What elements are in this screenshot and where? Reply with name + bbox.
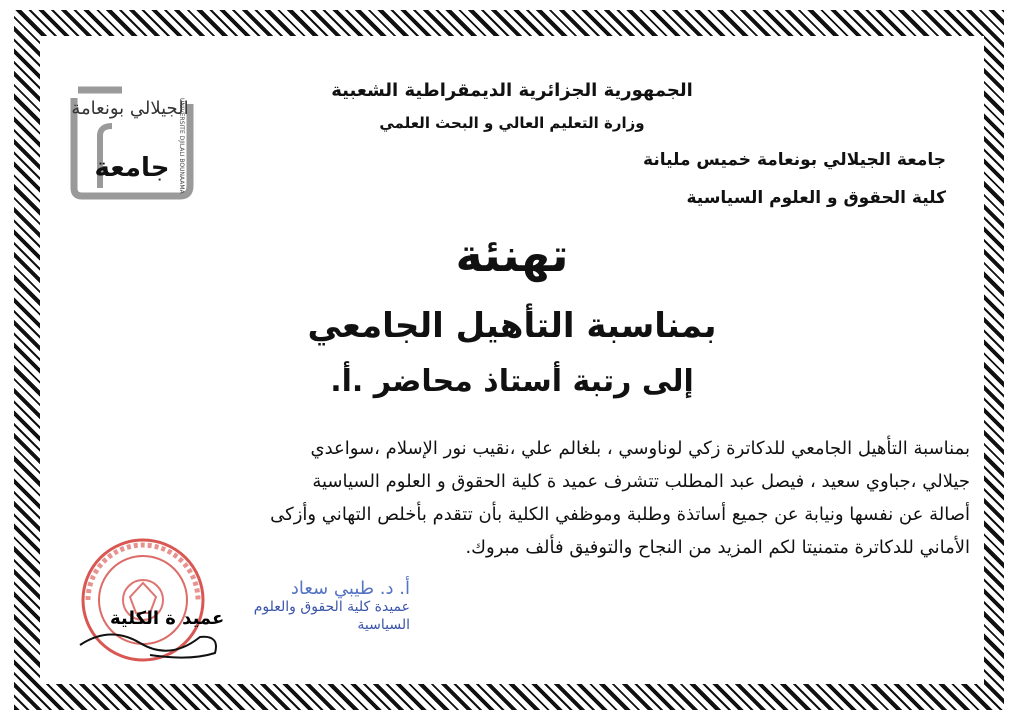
- paragraph-line: الأماني للدكاترة متمنيتا لكم المزيد من النجاح والتوفيق فألف مبروك.: [465, 537, 970, 558]
- paragraph-line: جيلالي ،جباوي سعيد ، فيصل عبد المطلب تتشرف عميد ة كلية الحقوق و العلوم السياسية: [312, 471, 970, 492]
- handwritten-signature-icon: [70, 615, 230, 665]
- certificate-subtitle: بمناسبة التأهيل الجامعي: [307, 306, 717, 346]
- logo-arabic-name: الجيلالي بونعامة: [71, 98, 189, 119]
- university-logo: [60, 84, 210, 202]
- rank-line: إلى رتبة أستاذ محاضر .أ.: [330, 364, 694, 399]
- certificate-title: تهنئة: [455, 228, 569, 282]
- signatory-name: أ. د. طيبي سعاد: [290, 578, 410, 599]
- logo-latin-name: UNIVERSITE DJILALI BOUNAAMA: [178, 98, 185, 194]
- republic-heading: الجمهورية الجزائرية الديمقراطية الشعبية: [331, 80, 693, 101]
- university-name: جامعة الجيلالي بونعامة خميس مليانة: [643, 150, 946, 170]
- signatory-role: عميدة كلية الحقوق والعلوم: [253, 599, 410, 615]
- paragraph-line: بمناسبة التأهيل الجامعي للدكاترة زكي لوناوسي ، بلغالم علي ،نقيب نور الإسلام ،سواعدي: [310, 438, 970, 459]
- signatory-role-2: السياسية: [357, 617, 410, 633]
- paragraph-line: أصالة عن نفسها ونيابة عن جميع أساتذة وطلبة وموظفي الكلية بأن تتقدم بأخلص التهاني وأزكى: [270, 504, 970, 525]
- faculty-name: كلية الحقوق و العلوم السياسية: [686, 188, 946, 208]
- logo-word: جامعة: [94, 153, 170, 183]
- ministry-heading: وزارة التعليم العالي و البحث العلمي: [379, 114, 645, 132]
- dean-handwritten-label: عميد ة الكلية: [110, 608, 225, 629]
- signature-block: [210, 580, 410, 680]
